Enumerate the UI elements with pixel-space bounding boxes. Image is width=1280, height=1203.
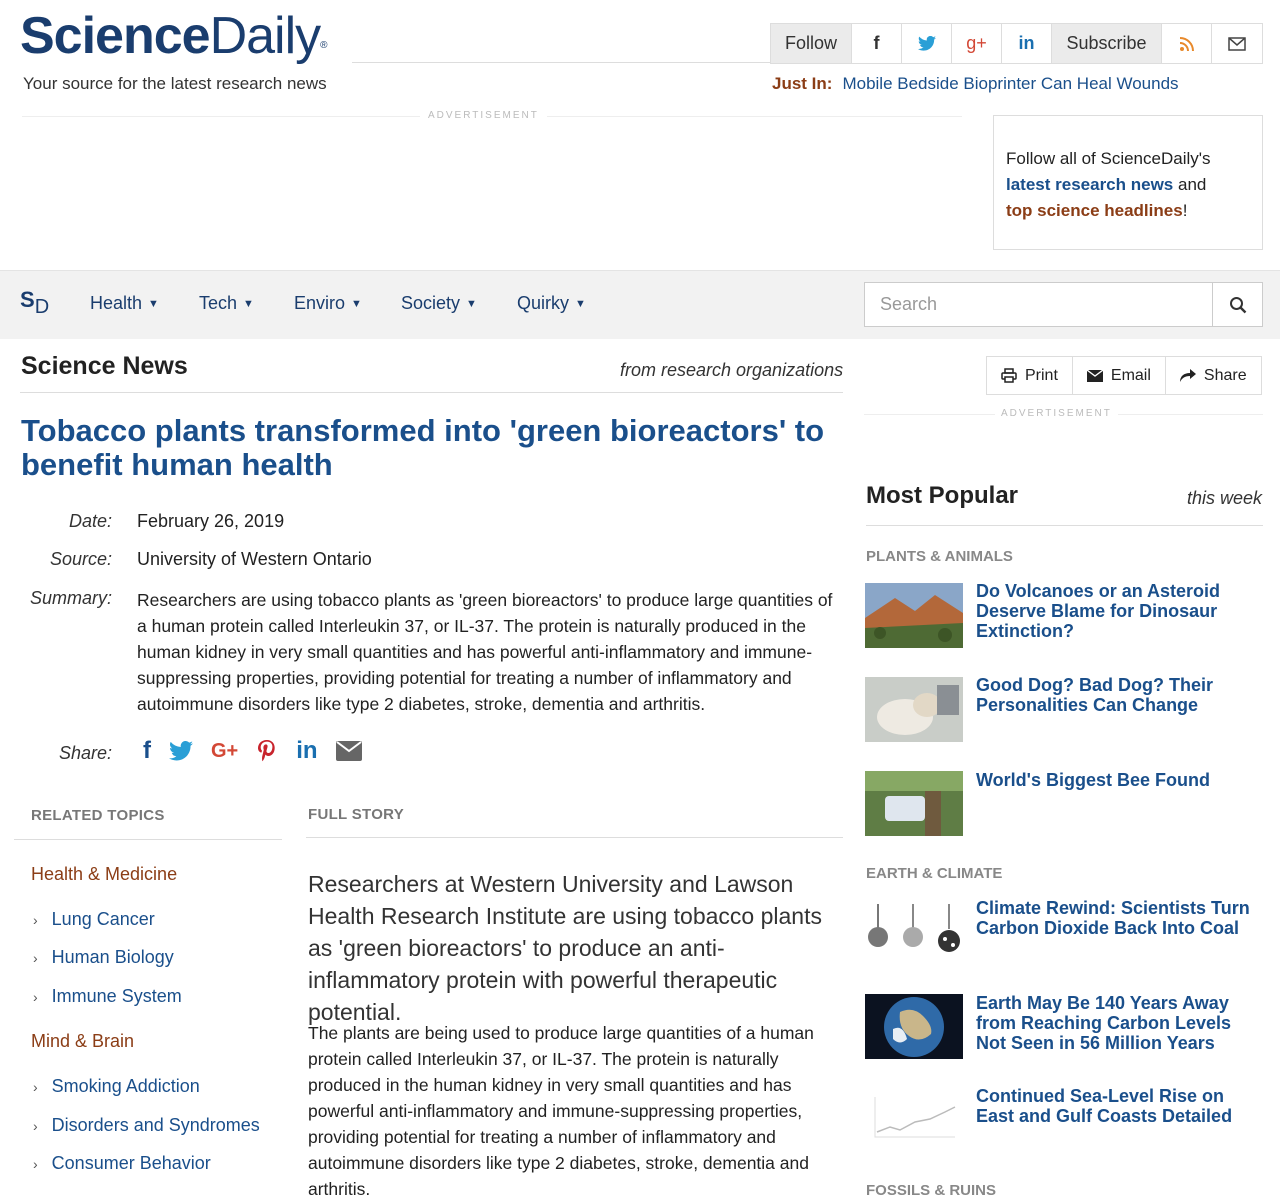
nav-quirky[interactable]: [517, 293, 586, 314]
related-topics-heading: RELATED TOPICS: [31, 807, 165, 824]
chevron-down-icon: ▼: [148, 298, 159, 310]
nav-enviro[interactable]: [294, 293, 362, 314]
popular-section-earth: EARTH & CLIMATE: [866, 865, 1003, 882]
logo-science: Science: [20, 7, 210, 65]
nav-society-label: Society: [401, 293, 461, 313]
google-plus-icon[interactable]: [952, 24, 1002, 63]
print-label: Print: [1025, 366, 1058, 384]
nav-society[interactable]: [401, 293, 477, 314]
chevron-down-icon: ▼: [466, 298, 477, 310]
email-label: Email: [1110, 366, 1151, 384]
share-label: Share: [1203, 366, 1247, 384]
topic-label: Lung Cancer: [51, 909, 155, 929]
follow-promo-and: and: [1173, 175, 1207, 194]
popular-link-biggest-bee[interactable]: World's Biggest Bee Found: [976, 770, 1210, 790]
topic-label: Consumer Behavior: [51, 1153, 211, 1173]
topic-disorders-syndromes[interactable]: [33, 1115, 260, 1136]
envelope-icon: [1087, 370, 1103, 382]
follow-promo-box: [993, 115, 1263, 250]
topic-category-health-medicine[interactable]: Health & Medicine: [31, 864, 178, 884]
story-body: The plants are being used to produce large quantities of a human protein called Interleukin 37, or IL-37. The protein is naturally produced in the human kidney in very small quantities and has powerful anti-inflammatory and immune-suppressing properties, providing potential for treating a number of inflammatory and autoimmune disorders like type 2 diabetes, stroke, dementia and arthritis.: [308, 1023, 814, 1199]
search-input[interactable]: Search: [864, 282, 1213, 327]
chevron-down-icon: ▼: [575, 298, 586, 310]
facebook-icon[interactable]: [852, 24, 902, 63]
coal-thumbnail[interactable]: [865, 899, 963, 964]
article-tools: [986, 356, 1262, 395]
topic-lung-cancer[interactable]: [33, 909, 155, 930]
pinterest-share-icon[interactable]: [256, 739, 278, 763]
sea-level-thumbnail[interactable]: [865, 1087, 963, 1152]
sd-logo[interactable]: [20, 287, 50, 318]
topic-smoking-addiction[interactable]: [33, 1076, 200, 1097]
chevron-right-icon: ›: [33, 1079, 38, 1095]
article-date: February 26, 2019: [137, 511, 285, 531]
follow-promo-end: !: [1182, 201, 1188, 220]
logo-daily: Daily: [209, 7, 321, 65]
subscribe-label: Subscribe: [1052, 24, 1162, 63]
section-title: Science News: [21, 352, 188, 380]
nav-tech-label: Tech: [199, 293, 238, 313]
site-logo[interactable]: [20, 4, 327, 68]
advertisement-label: ADVERTISEMENT: [995, 408, 1118, 419]
share-icon: [1180, 369, 1196, 382]
popular-link-volcanoes[interactable]: Do Volcanoes or an Asteroid Deserve Blame for Dinosaur Extinction?: [976, 581, 1221, 641]
section-divider: [20, 392, 843, 393]
just-in-link[interactable]: Mobile Bedside Bioprinter Can Heal Wounds: [842, 74, 1179, 93]
popular-section-fossils: FOSSILS & RUINS: [866, 1182, 997, 1199]
chevron-down-icon: ▼: [351, 298, 362, 310]
follow-bar: [770, 23, 1263, 64]
full-story-divider: [306, 837, 843, 838]
sd-logo-d: D: [34, 296, 50, 318]
nav-health-label: Health: [90, 293, 143, 313]
email-icon[interactable]: [1212, 24, 1262, 63]
popular-link-sea-level[interactable]: Continued Sea-Level Rise on East and Gulf Coasts Detailed: [976, 1086, 1233, 1126]
full-story-heading: FULL STORY: [308, 806, 405, 823]
earth-thumbnail[interactable]: [865, 994, 963, 1059]
share-button[interactable]: [1166, 357, 1261, 394]
topic-human-biology[interactable]: [33, 947, 174, 968]
volcano-thumbnail[interactable]: [865, 583, 963, 648]
topic-immune-system[interactable]: [33, 986, 182, 1007]
source-label: Source:: [49, 549, 112, 569]
twitter-share-icon[interactable]: [169, 741, 193, 761]
twitter-icon[interactable]: [902, 24, 952, 63]
most-popular-period: this week: [1187, 488, 1263, 508]
topic-label: Disorders and Syndromes: [51, 1115, 260, 1135]
nav-health[interactable]: [90, 293, 159, 314]
article-source: University of Western Ontario: [137, 549, 372, 569]
search-button[interactable]: [1212, 282, 1263, 327]
just-in-label: Just In:: [772, 74, 833, 93]
share-label: Share:: [58, 743, 112, 763]
rss-icon[interactable]: [1162, 24, 1212, 63]
date-label: Date:: [68, 511, 112, 531]
sd-logo-s: S: [20, 287, 35, 312]
chevron-right-icon: ›: [33, 1118, 38, 1134]
linkedin-icon[interactable]: [1002, 24, 1052, 63]
follow-label: Follow: [771, 24, 852, 63]
logo-registered: ®: [320, 40, 327, 51]
story-lead: Researchers at Western University and Lawson Health Research Institute are using tobacco plants as 'green bioreactors' to produce an anti-inflammatory protein with powerful therapeutic potential.: [308, 871, 822, 1025]
linkedin-share-icon[interactable]: in: [296, 737, 318, 764]
site-tagline: Your source for the latest research news: [23, 74, 327, 93]
popular-link-earth-carbon[interactable]: Earth May Be 140 Years Away from Reaching Carbon Levels Not Seen in 56 Million Years: [976, 993, 1232, 1053]
nav-tech[interactable]: [199, 293, 254, 314]
chevron-right-icon: ›: [33, 950, 38, 966]
popular-link-good-dog[interactable]: Good Dog? Bad Dog? Their Personalities Can Change: [976, 675, 1213, 715]
topic-label: Smoking Addiction: [51, 1076, 200, 1096]
bee-thumbnail[interactable]: [865, 771, 963, 836]
summary-label: Summary:: [29, 588, 112, 608]
follow-promo-text: Follow all of ScienceDaily's: [1006, 149, 1211, 168]
share-icons: [143, 737, 362, 765]
top-headlines-link[interactable]: top science headlines: [1006, 201, 1183, 220]
search-icon: [1229, 296, 1247, 314]
section-subtitle: from research organizations: [620, 360, 844, 380]
facebook-glyph: f: [873, 33, 880, 53]
topic-category-mind-brain[interactable]: Mind & Brain: [31, 1031, 135, 1051]
chevron-right-icon: ›: [33, 989, 38, 1005]
latest-news-link[interactable]: latest research news: [1006, 175, 1174, 194]
topic-label: Immune System: [51, 986, 182, 1006]
most-popular-divider: [866, 525, 1263, 526]
most-popular-title: Most Popular: [866, 482, 1019, 509]
print-button[interactable]: [987, 357, 1073, 394]
google-plus-glyph: g+: [966, 33, 987, 53]
dog-thumbnail[interactable]: [865, 677, 963, 742]
chevron-right-icon: ›: [33, 912, 38, 928]
chevron-down-icon: ▼: [243, 298, 254, 310]
topic-consumer-behavior[interactable]: [33, 1153, 211, 1174]
article-summary: Researchers are using tobacco plants as 'green bioreactors' to produce large quantities of a human protein called Interleukin 37, or IL-37. The protein is naturally produced in the human kidney in very small quantities and has powerful anti-inflammatory and immune-suppressing properties, providing potential for treating a number of inflammatory and autoimmune disorders like type 2 diabetes, stroke, dementia and arthritis.: [137, 590, 833, 714]
article-headline: Tobacco plants transformed into 'green bioreactors' to benefit human health: [21, 413, 825, 482]
nav-quirky-label: Quirky: [517, 293, 570, 313]
nav-enviro-label: Enviro: [294, 293, 346, 313]
linkedin-glyph: in: [1018, 33, 1035, 53]
advertisement-label: ADVERTISEMENT: [420, 110, 547, 121]
topic-label: Human Biology: [51, 947, 174, 967]
popular-section-plants: PLANTS & ANIMALS: [866, 548, 1013, 565]
just-in: [772, 74, 1179, 94]
email-button[interactable]: [1073, 357, 1166, 394]
google-plus-share-icon[interactable]: G+: [211, 739, 239, 762]
related-divider: [14, 839, 282, 840]
print-icon: [1001, 368, 1017, 383]
chevron-right-icon: ›: [33, 1156, 38, 1172]
email-share-icon[interactable]: [336, 741, 362, 761]
popular-link-climate-rewind[interactable]: Climate Rewind: Scientists Turn Carbon Dioxide Back Into Coal: [976, 898, 1250, 938]
facebook-share-icon[interactable]: f: [143, 737, 151, 764]
